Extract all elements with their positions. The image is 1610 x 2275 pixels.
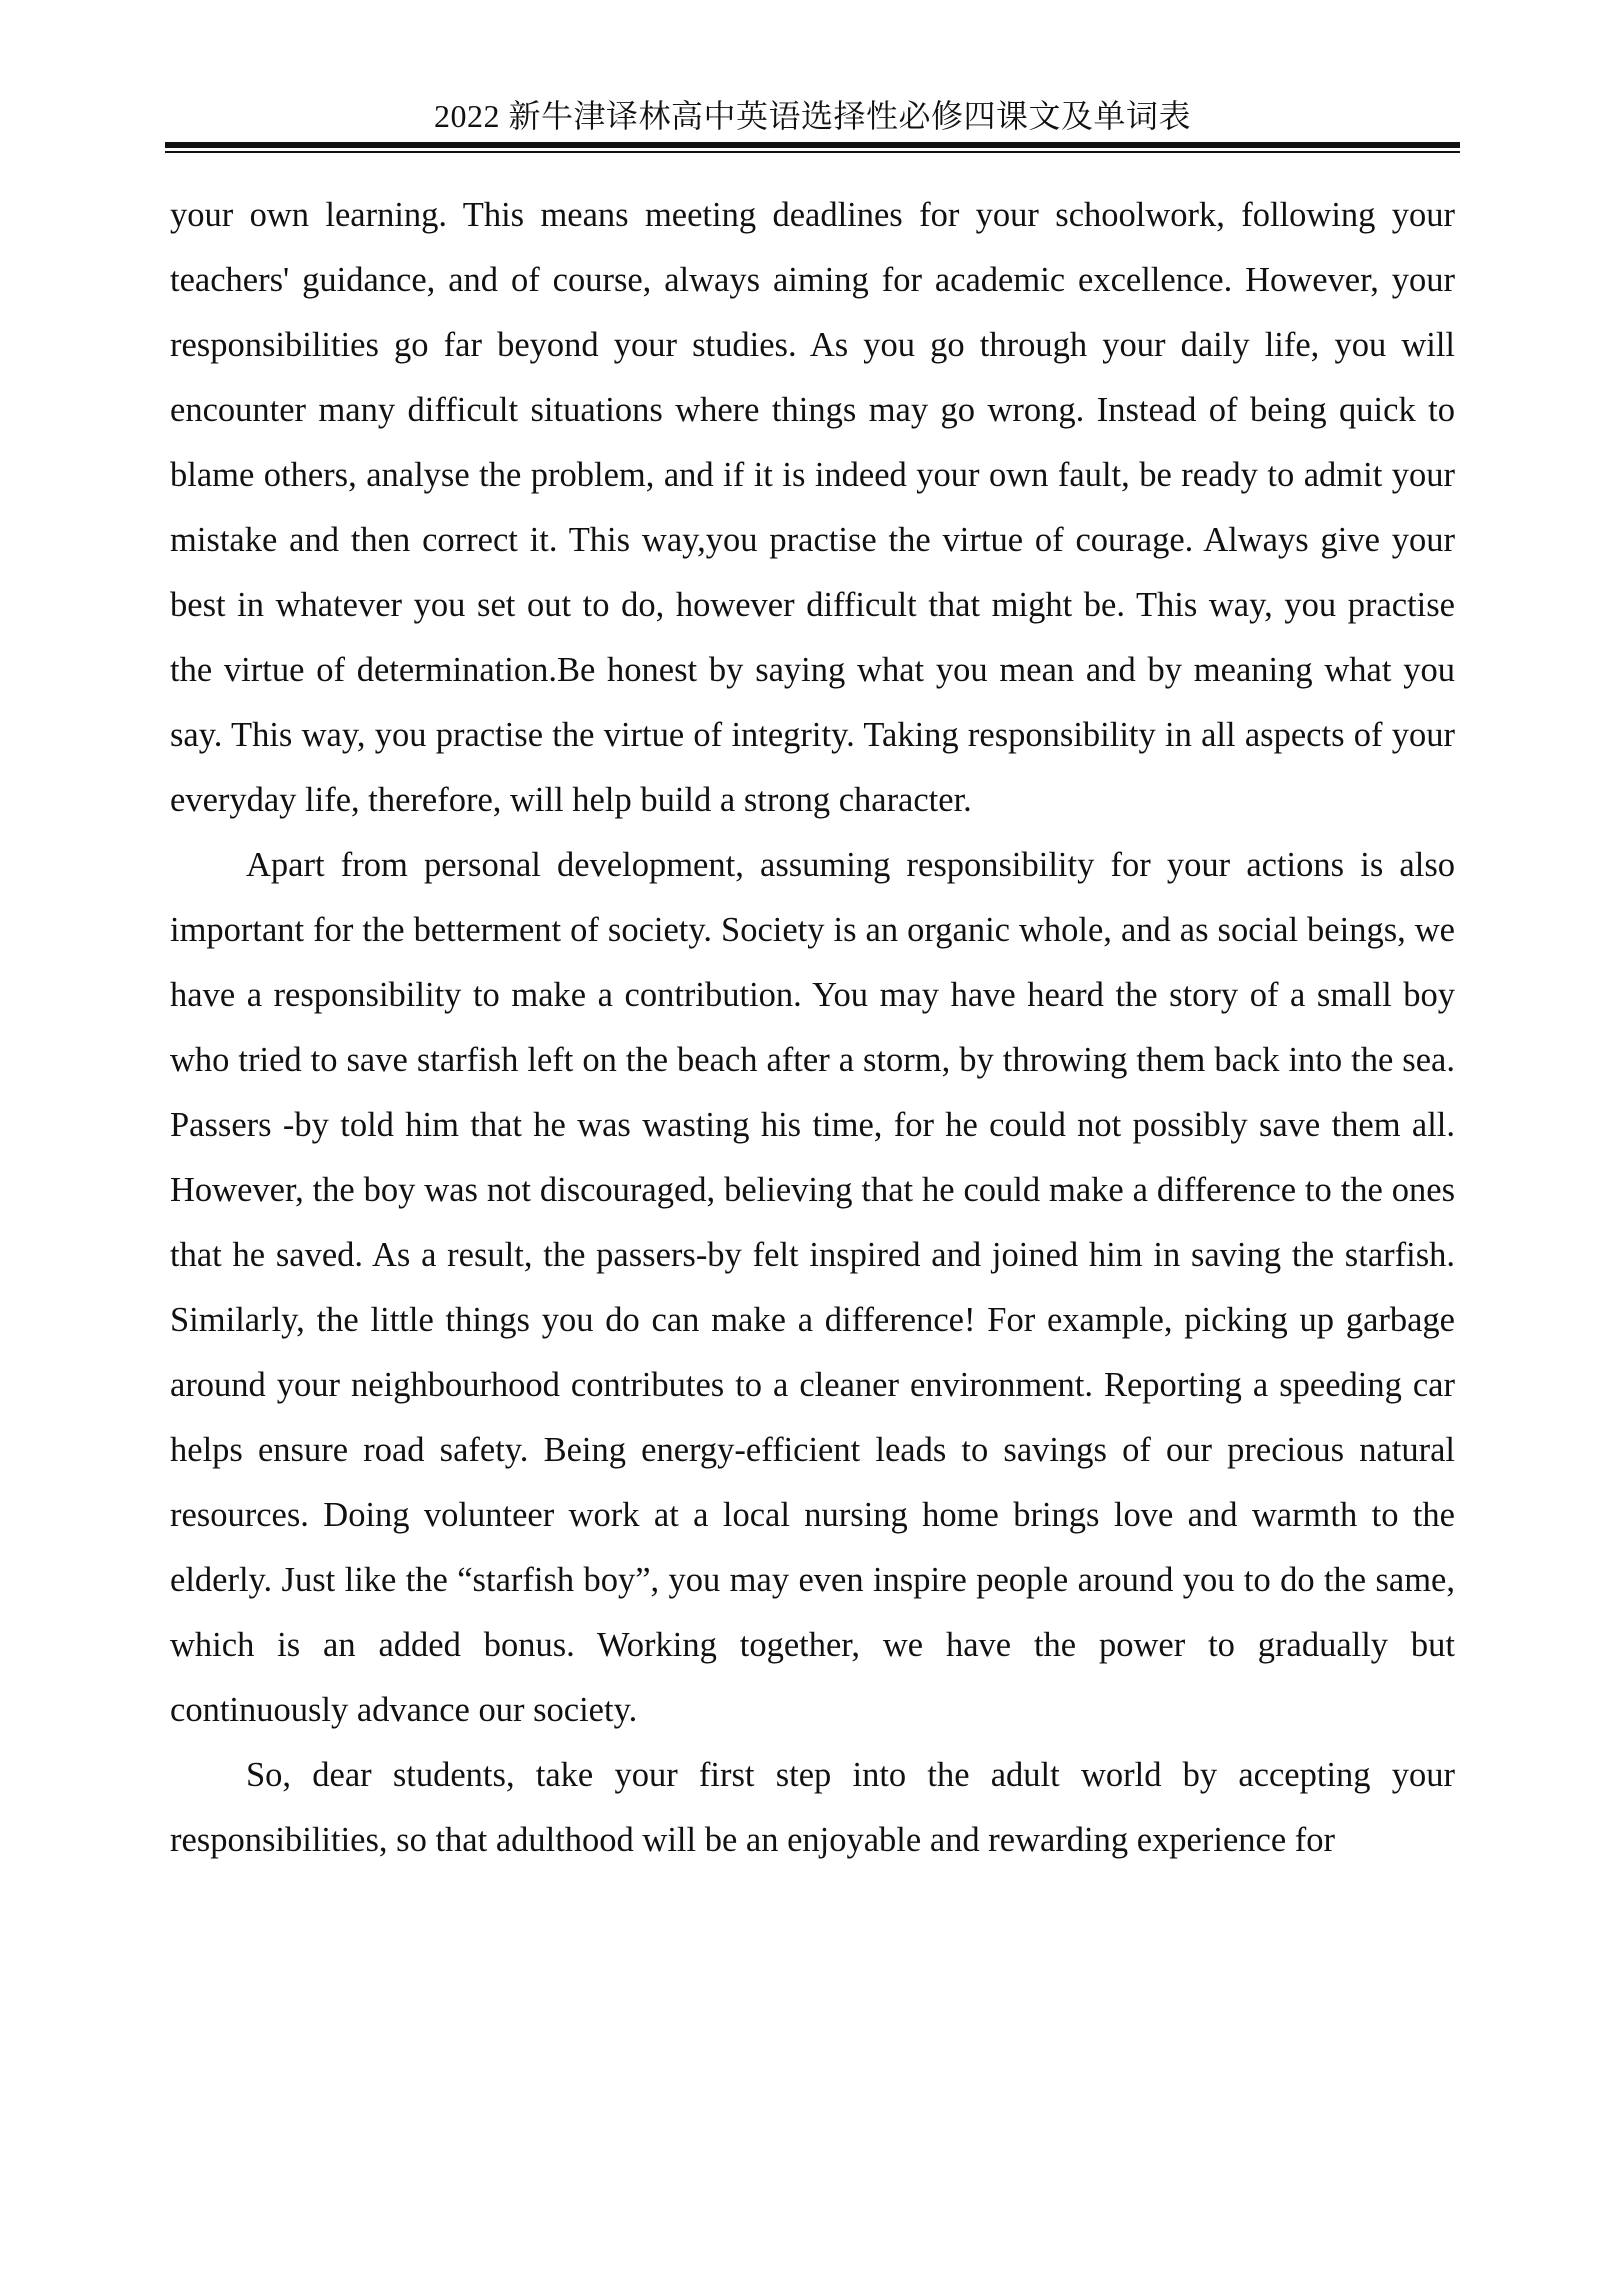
body-text <box>170 183 1455 1873</box>
paragraph-2: Apart from personal development, assuming responsibility for your actions is also important for the betterment of society. Society is an organic whole, and as social beings, we have a responsibility to make a contribution. You may have heard the story of a small boy who tried to save starfish left on the beach after a storm, by throwing them back into the sea. Passers -by told him that he was wasting his time, for he could not possibly save them all. However, the boy was not discouraged, believing that he could make a difference to the ones that he saved. As a result, the passers-by felt inspired and joined him in saving the starfish. Similarly, the little things you do can make a difference! For example, picking up garbage around your neighbourhood contributes to a cleaner environment. Reporting a speeding car helps ensure road safety. Being energy-efficient leads to savings of our precious natural resources. Doing volunteer work at a local nursing home brings love and warmth to the elderly. Just like the “starfish boy”, you may even inspire people around you to do the same, which is an added bonus. Working together, we have the power to gradually but continuously advance our society. <box>170 846 1455 1729</box>
header-rule-thin <box>165 151 1460 153</box>
page-header-title: 2022 新牛津译林高中英语选择性必修四课文及单词表 <box>433 98 1191 134</box>
paragraph-1: your own learning. This means meeting deadlines for your schoolwork, following your teachers' guidance, and of course, always aiming for academic excellence. However, your responsibilities go far beyond your studies. As you go through your daily life, you will encounter many difficult situations where things may go wrong. Instead of being quick to blame others, analyse the problem, and if it is indeed your own fault, be ready to admit your mistake and then correct it. This way,you practise the virtue of courage. Always give your best in whatever you set out to do, however difficult that might be. This way, you practise the virtue of determination.Be honest by saying what you mean and by meaning what you say. This way, you practise the virtue of integrity. Taking responsibility in all aspects of your everyday life, therefore, will help build a strong character. <box>170 196 1455 819</box>
paragraph-3: So, dear students, take your first step into the adult world by accepting your responsibilities, so that adulthood will be an enjoyable and rewarding experience for <box>170 1756 1455 1859</box>
header-rule-thick <box>165 142 1460 148</box>
